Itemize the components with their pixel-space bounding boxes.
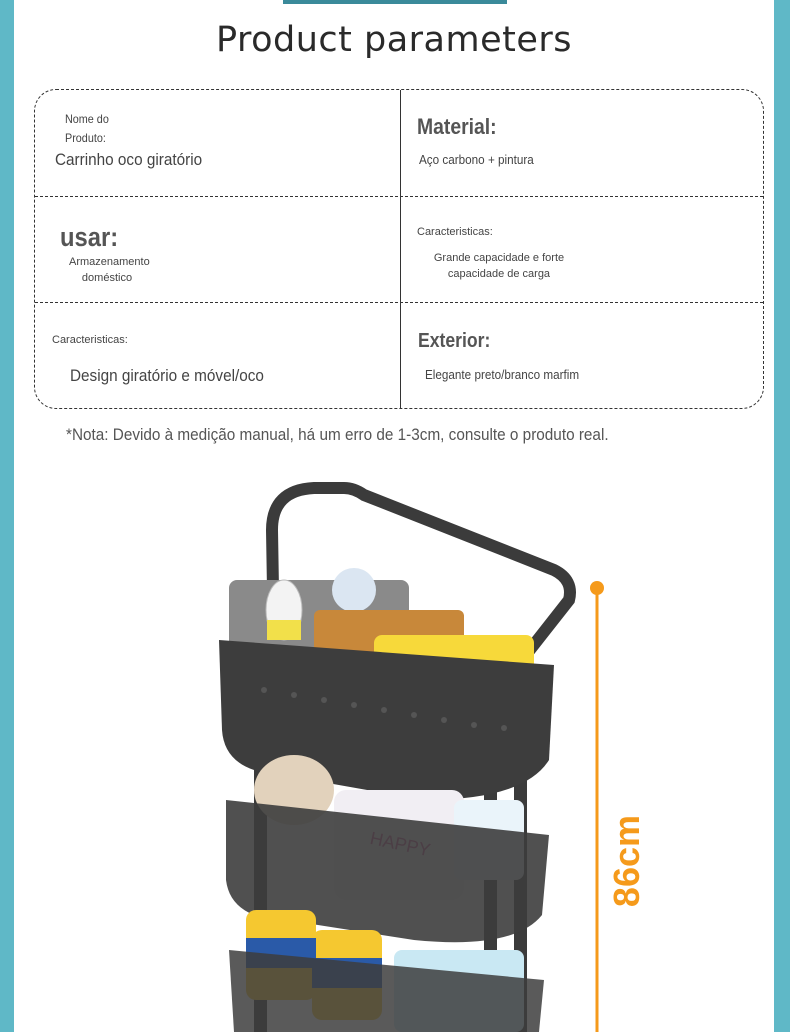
- jar-blue: [332, 568, 376, 612]
- header-accent-bar: [283, 0, 507, 4]
- material-value: Aço carbono + pintura: [419, 152, 534, 167]
- measurement-note: *Nota: Devido à medição manual, há um erro de 1-3cm, consulte o produto real.: [66, 425, 609, 444]
- features-label-right: Caracteristicas:: [417, 226, 493, 238]
- product-name-label: Nome do Produto:: [65, 112, 109, 145]
- use-label: usar:: [60, 222, 119, 252]
- table-divider-row-1: [35, 196, 763, 197]
- dimension-endpoint: [590, 581, 604, 595]
- table-divider-row-2: [35, 302, 763, 303]
- use-value: Armazenamento doméstico: [69, 256, 150, 284]
- features-label-left: Caracteristicas:: [52, 334, 128, 346]
- cart-illustration: [14, 470, 774, 1032]
- height-dimension-label: 86cm: [606, 815, 647, 908]
- table-divider-vertical: [400, 90, 401, 408]
- features-value-left: Design giratório e móvel/oco: [70, 366, 264, 385]
- material-label: Material:: [417, 114, 497, 139]
- exterior-label: Exterior:: [418, 330, 491, 352]
- features-value-right: Grande capacidade e forte capacidade de carga: [433, 252, 565, 280]
- exterior-value: Elegante preto/branco marfim: [425, 367, 580, 382]
- product-name-value: Carrinho oco giratório: [55, 150, 203, 169]
- bottle-yellow-label: [267, 620, 301, 640]
- product-parameters-page: [14, 0, 774, 1032]
- parameters-table: [34, 89, 764, 409]
- page-title: Product parameters: [215, 20, 573, 60]
